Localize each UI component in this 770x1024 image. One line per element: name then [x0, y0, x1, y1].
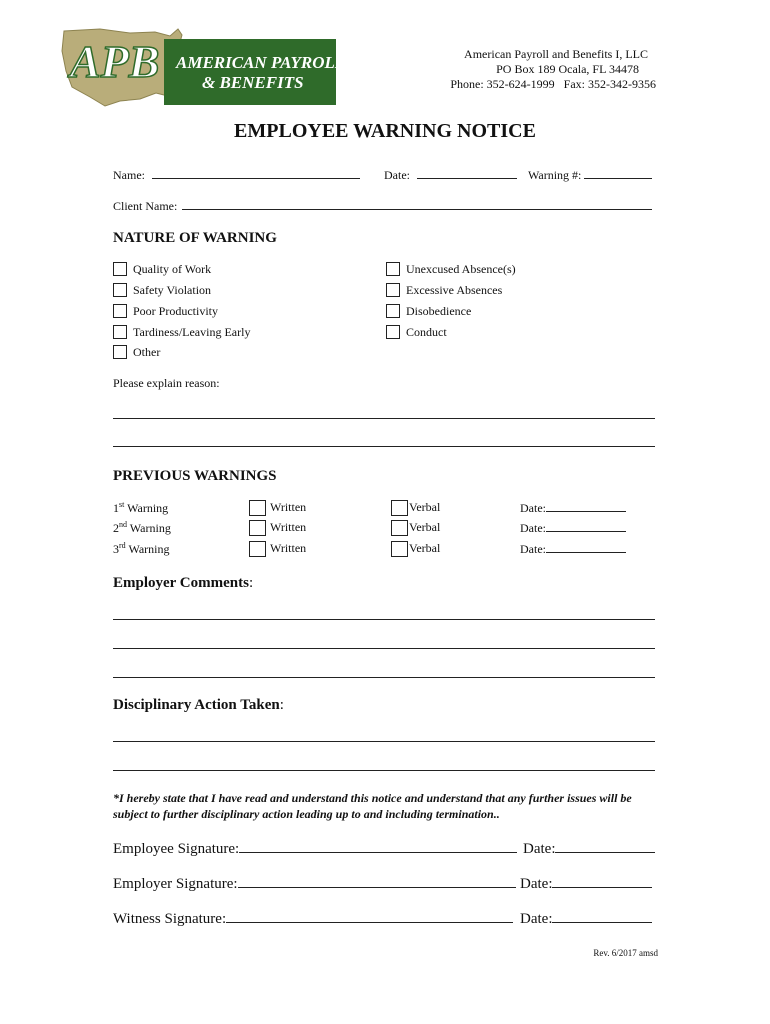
date-field[interactable]: [384, 167, 517, 183]
company-logo: [60, 27, 346, 109]
checkbox-other[interactable]: [113, 345, 127, 359]
label-other: Other: [133, 345, 161, 359]
logo-line2: & BENEFITS: [202, 73, 304, 92]
checkbox-written[interactable]: [249, 520, 266, 536]
employer-signature-date[interactable]: Date:: [520, 873, 652, 893]
verbal-label: Verbal: [409, 500, 441, 514]
written-label: Written: [270, 541, 307, 555]
company-contact: Phone: 352-624-1999 Fax: 352-342-9356: [450, 77, 656, 91]
checkbox-excessive-absences[interactable]: [386, 283, 400, 297]
warning-ordinal: 2nd Warning: [113, 520, 171, 535]
disciplinary-line[interactable]: [113, 741, 655, 742]
checkbox-written[interactable]: [249, 541, 266, 557]
disciplinary-heading: Disciplinary Action Taken:: [113, 697, 284, 713]
label-quality-of-work: Quality of Work: [133, 262, 212, 276]
nature-heading: NATURE OF WARNING: [113, 230, 277, 246]
date-label: Date:: [384, 168, 410, 182]
explain-reason-label: Please explain reason:: [113, 376, 220, 390]
label-unexcused-absence: Unexcused Absence(s): [406, 262, 516, 276]
label-excessive-absences: Excessive Absences: [406, 283, 503, 297]
warning-ordinal: 1st Warning: [113, 500, 169, 515]
page-title: EMPLOYEE WARNING NOTICE: [234, 120, 536, 142]
checkbox-unexcused-absence[interactable]: [386, 262, 400, 276]
employer-comments-line[interactable]: [113, 619, 655, 620]
employee-signature-date[interactable]: Date:: [523, 838, 655, 858]
warning-ordinal: 3rd Warning: [113, 541, 170, 556]
checkbox-conduct[interactable]: [386, 325, 400, 339]
checkbox-quality-of-work[interactable]: [113, 262, 127, 276]
checkbox-poor-productivity[interactable]: [113, 304, 127, 318]
label-conduct: Conduct: [406, 325, 447, 339]
client-name-field[interactable]: [113, 198, 652, 214]
disciplinary-line[interactable]: [113, 770, 655, 771]
label-tardiness: Tardiness/Leaving Early: [133, 325, 251, 339]
written-label: Written: [270, 500, 307, 514]
checkbox-verbal[interactable]: [391, 500, 408, 516]
label-poor-productivity: Poor Productivity: [133, 304, 219, 318]
name-field[interactable]: [113, 167, 360, 183]
explain-reason-line[interactable]: [113, 446, 655, 447]
previous-heading: PREVIOUS WARNINGS: [113, 468, 277, 484]
client-name-line: [182, 198, 652, 210]
checkbox-written[interactable]: [249, 500, 266, 516]
witness-signature-date[interactable]: Date:: [520, 908, 652, 928]
checkbox-disobedience[interactable]: [386, 304, 400, 318]
label-disobedience: Disobedience: [406, 304, 472, 318]
checkbox-verbal[interactable]: [391, 520, 408, 536]
company-name: American Payroll and Benefits I, LLC: [464, 47, 648, 61]
warning-number-field[interactable]: [528, 167, 652, 183]
employer-comments-line[interactable]: [113, 677, 655, 678]
logo-line1: AMERICAN PAYROLL: [176, 53, 346, 72]
employee-signature-field[interactable]: Employee Signature:: [113, 838, 517, 858]
label-safety-violation: Safety Violation: [133, 283, 212, 297]
previous-date-field[interactable]: Date:: [520, 520, 626, 536]
warning-number-line: [584, 167, 652, 179]
verbal-label: Verbal: [409, 541, 441, 555]
logo-monogram: APB: [70, 36, 160, 87]
explain-reason-line[interactable]: [113, 418, 655, 419]
client-name-label: Client Name:: [113, 199, 178, 213]
employer-signature-field[interactable]: Employer Signature:: [113, 873, 516, 893]
date-line: [417, 167, 517, 179]
checkbox-tardiness[interactable]: [113, 325, 127, 339]
previous-date-field[interactable]: Date:: [520, 500, 626, 516]
warning-number-label: Warning #:: [528, 168, 582, 182]
employer-comments-heading: Employer Comments:: [113, 575, 254, 591]
revision-note: Rev. 6/2017 amsd: [593, 948, 658, 958]
witness-signature-field[interactable]: Witness Signature:: [113, 908, 513, 928]
name-line: [152, 167, 360, 179]
acknowledgement-statement: *I hereby state that I have read and understand this notice and understand that any further issues will be subject to further disciplinary action leading up to and including termination..: [113, 791, 632, 821]
previous-date-field[interactable]: Date:: [520, 541, 626, 557]
company-address: PO Box 189 Ocala, FL 34478: [496, 62, 639, 76]
name-label: Name:: [113, 168, 145, 182]
verbal-label: Verbal: [409, 520, 441, 534]
written-label: Written: [270, 520, 307, 534]
checkbox-verbal[interactable]: [391, 541, 408, 557]
employer-comments-line[interactable]: [113, 648, 655, 649]
checkbox-safety-violation[interactable]: [113, 283, 127, 297]
